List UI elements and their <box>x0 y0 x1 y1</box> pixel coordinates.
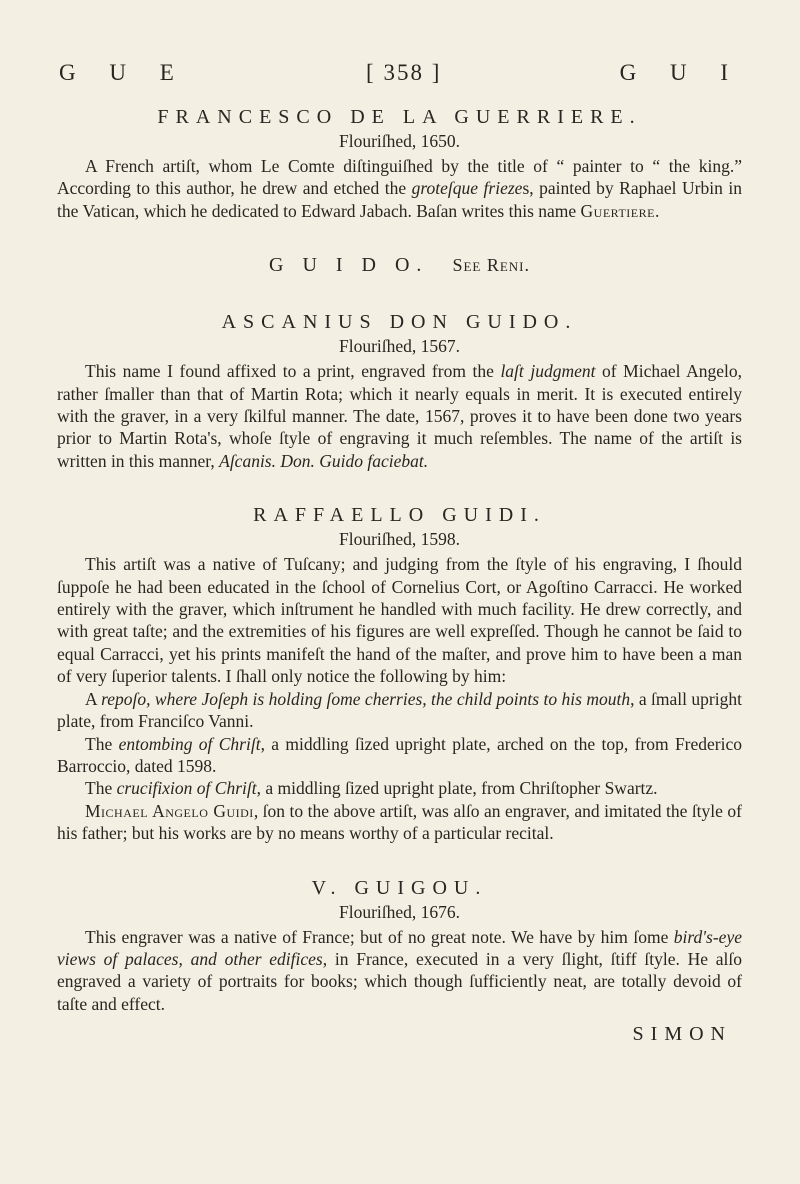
text-run: The <box>85 778 117 799</box>
entry-title: RAFFAELLO GUIDI. <box>253 504 546 527</box>
entry-text <box>57 155 742 222</box>
text-run: , a ſmall upright plate, from Franciſco Vanni. <box>57 688 742 732</box>
text-run: Michael Angelo Guidi <box>85 800 254 821</box>
text-run: entombing of Chriſt <box>118 733 261 754</box>
cross-reference: See Reni. <box>452 255 530 276</box>
text-run: groteſque frieze <box>411 178 523 199</box>
running-head-right: G U I <box>619 60 742 85</box>
entry-ascanius-don-guido <box>57 311 742 472</box>
text-run: , ſon to the above artiſt, was alſo an engraver, and imitated the ſtyle of his father; but his works are by no means worthy of a particular recital. <box>57 800 742 844</box>
entry-francesco-de-la-guerriere <box>57 106 742 222</box>
entry-title: V. GUIGOU. <box>311 876 488 899</box>
running-head <box>57 60 742 86</box>
text-run: laſt judgment <box>500 361 596 382</box>
text-run: , a middling ſized upright plate, arched on the top, from Frederico Barroccio, dated 1598. <box>57 733 742 776</box>
entry-title: FRANCESCO DE LA GUERRIERE. <box>157 106 642 128</box>
text-run: bird's-eye views of palaces, and other edifices <box>57 926 742 969</box>
entry-title: ASCANIUS DON GUIDO. <box>221 311 578 334</box>
flourished-date: Flouriſhed, 1650. <box>338 131 461 151</box>
print-listing <box>57 733 742 778</box>
page-number: [ 358 ] <box>366 60 442 85</box>
flourished-date: Flouriſhed, 1567. <box>338 336 461 357</box>
entry-title <box>57 254 742 277</box>
entry-raffaello-guidi <box>57 504 742 844</box>
print-listing <box>57 777 742 799</box>
print-listing <box>57 688 742 733</box>
entry-text <box>57 360 742 472</box>
text-run: of Michael Angelo, rather ſmaller than that of Martin Rota; which it nearly equals in merit. It is executed entirely with the graver, in a very ſkilful manner. The date, 1567, proves it to have been done two years prior to Martin Rota's, whoſe ſtyle of engraving it much reſembles. The name of the artiſt is written in this manner, <box>57 361 743 471</box>
running-head-left: G U E <box>59 60 188 85</box>
text-run: crucifixion of Chriſt <box>116 778 257 799</box>
entry-text <box>57 800 742 845</box>
text-run: Aſcanis. Don. Guido faciebat. <box>219 450 429 471</box>
text-run: Guertiere <box>580 200 655 221</box>
entry-text <box>57 553 742 687</box>
flourished-date: Flouriſhed, 1598. <box>338 529 461 550</box>
entry-title-text: G U I D O. <box>269 254 429 277</box>
text-run: A <box>85 688 102 709</box>
text-run: This artiſt was a native of Tuſcany; and judging from the ſtyle of his engraving, I ſhould ſuppoſe he had been educated in the ſchool of Cornelius Cort, or Agoſtino Carracci. He worked entirely with the graver, which inſtrument he handled with much facility. He drew correctly, and with great taſte; and the extremities of his figures are well expreſſed. Though he cannot be ſaid to equal Carracci, yet his prints manifeſt the hand of the maſter, and prove him to have been a man of very ſuperior talents. I ſhall only notice the following by him: <box>57 554 742 687</box>
text-run: The <box>85 733 119 754</box>
text-run: . <box>654 200 660 221</box>
text-run: , a middling ſized upright plate, from Chriſtopher Swartz. <box>256 778 658 799</box>
text-run: A French artiſt, whom Le Comte diſtinguiſhed by the title of “ painter to “ the king.” According to this author, he drew and etched the <box>57 156 742 199</box>
text-run: This name I found affixed to a print, engraved from the <box>85 361 501 382</box>
entry-v-guigou <box>57 877 742 1016</box>
text-run: , in France, executed in a very ſlight, ſtiff ſtyle. He alſo engraved a variety of portraits for books; which though ſufficiently neat, are totally devoid of taſte and effect. <box>57 948 742 1014</box>
text-run: This engraver was a native of France; but of no great note. We have by him ſome <box>85 926 674 947</box>
flourished-date: Flouriſhed, 1676. <box>338 901 461 922</box>
entry-text <box>57 926 742 1016</box>
catchword: SIMON <box>632 1023 732 1046</box>
text-run: repoſo, where Joſeph is holding ſome cherries, the child points to his mouth <box>101 688 631 709</box>
text-run: s, painted by Raphael Urbin in the Vatican, which he dedicated to Edward Jabach. Baſan writes this name <box>57 178 742 221</box>
entry-guido <box>57 254 742 277</box>
